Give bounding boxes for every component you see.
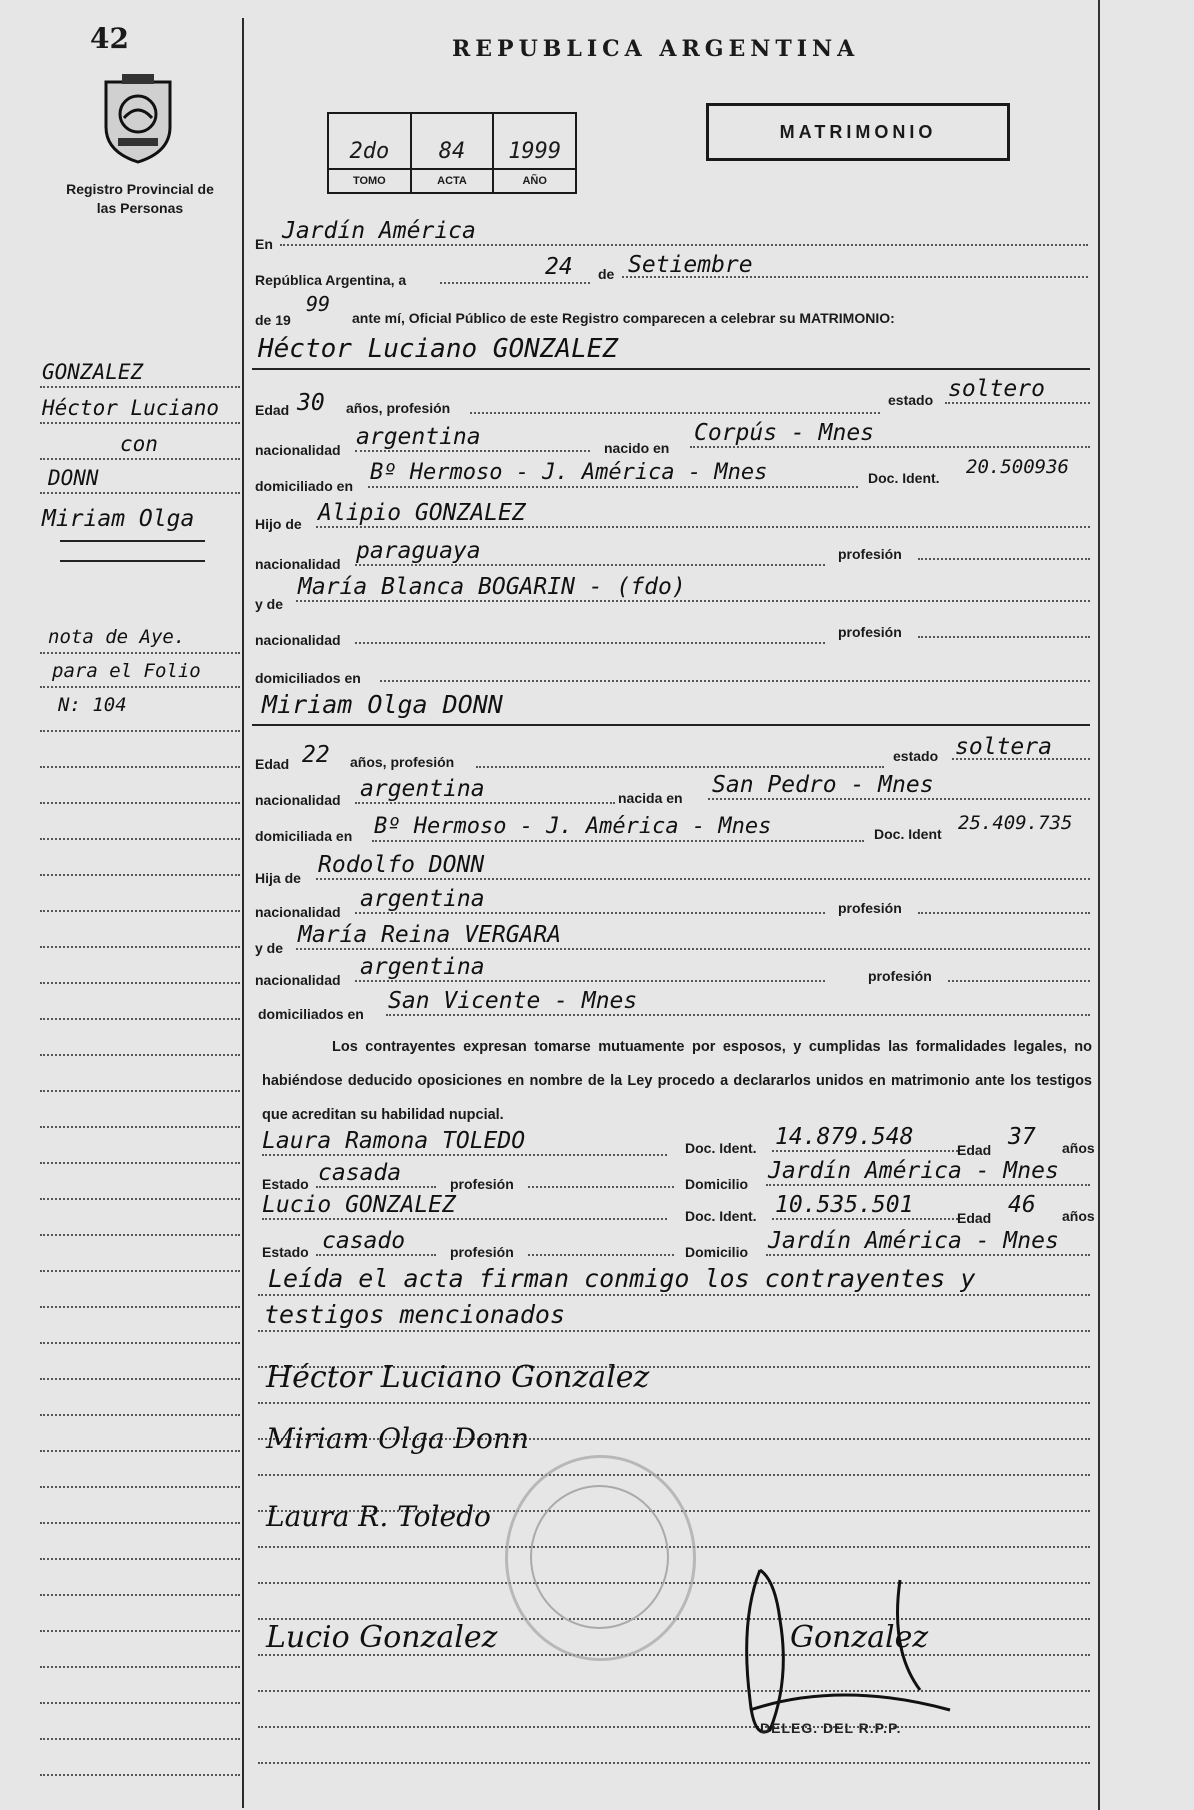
witness1-dom-label: Domicilio xyxy=(685,1176,749,1192)
bride-father: Rodolfo DONN xyxy=(318,852,485,878)
country-title: REPUBLICA ARGENTINA xyxy=(452,36,860,62)
margin-line xyxy=(40,1126,240,1128)
acta-label: ACTA xyxy=(412,168,493,192)
witness1-doc: 14.879.548 xyxy=(775,1124,914,1150)
margin-line xyxy=(40,1486,240,1488)
witness2-anos-label: años xyxy=(1062,1208,1095,1224)
bride-birthplace: San Pedro - Mnes xyxy=(712,772,934,798)
bride-father-nac: argentina xyxy=(360,886,485,912)
margin-line xyxy=(40,1666,240,1668)
witness2-doc-label: Doc. Ident. xyxy=(685,1208,757,1224)
witness1-domicilio: Jardín América - Mnes xyxy=(768,1158,1059,1184)
groom-doc: 20.500936 xyxy=(966,456,1069,478)
witness2-edad-label: Edad xyxy=(957,1210,992,1226)
groom-signature: Héctor Luciano Gonzalez xyxy=(266,1360,650,1395)
ano-label: AÑO xyxy=(494,168,575,192)
bride-full-name: Miriam Olga DONN xyxy=(262,690,503,719)
bride-mother-nac-line xyxy=(355,980,825,982)
margin-line xyxy=(40,458,240,460)
day-value: 24 xyxy=(545,254,573,280)
bride-anos-prof-label: años, profesión xyxy=(350,754,455,770)
witness1-edad: 37 xyxy=(1008,1124,1036,1150)
closing-line1-rule xyxy=(258,1294,1090,1296)
margin-line xyxy=(40,1054,240,1056)
groom-prof-line xyxy=(470,412,880,414)
bride-mother: María Reina VERGARA xyxy=(298,922,562,948)
acta-value: 84 xyxy=(438,139,466,164)
witness2-signature: Lucio Gonzalez xyxy=(266,1620,498,1655)
en-label: En xyxy=(255,236,273,252)
margin-line xyxy=(40,1378,240,1380)
record-type-box xyxy=(706,103,1010,161)
margin-groom-surname: GONZALEZ xyxy=(42,360,144,384)
witness2-dom-line xyxy=(766,1254,1090,1256)
bride-nac-line xyxy=(355,802,615,804)
bride-parents-dom: San Vicente - Mnes xyxy=(388,988,638,1014)
record-type: MATRIMONIO xyxy=(779,121,937,142)
signature-rule xyxy=(258,1474,1090,1476)
margin-bride-surname: DONN xyxy=(48,466,99,490)
margin-line xyxy=(40,1162,240,1164)
witness1-estado-line xyxy=(316,1186,436,1188)
groom-dom-label: domiciliado en xyxy=(255,478,354,494)
groom-estado: soltero xyxy=(948,376,1045,402)
witness2-dom-label: Domicilio xyxy=(685,1244,749,1260)
groom-mother-prof-label: profesión xyxy=(838,624,902,640)
bride-mother-prof-line xyxy=(948,980,1090,982)
declaration-text: Los contrayentes expresan tomarse mutuamente por esposos, y cumplidas las formalidades legales, no habiéndose deducido oposiciones en nombre de la Ley procedo a declararlos unidos en matrimonio ante los testigos que acreditan su habilidad nupcial. xyxy=(262,1039,1092,1123)
witness1-name-line xyxy=(262,1154,667,1156)
bride-mother-line xyxy=(296,948,1090,950)
bride-estado-label: estado xyxy=(893,748,939,764)
witness1-prof-line xyxy=(528,1186,674,1188)
signature-rule xyxy=(258,1402,1090,1404)
bride-mother-nac-label: nacionalidad xyxy=(255,972,341,988)
groom-estado-label: estado xyxy=(888,392,934,408)
margin-line xyxy=(40,946,240,948)
margin-line xyxy=(40,492,240,494)
bride-estado: soltera xyxy=(955,734,1052,760)
bride-mother-nac: argentina xyxy=(360,954,485,980)
groom-father-nac-label: nacionalidad xyxy=(255,556,341,572)
groom-mother-nac-line xyxy=(355,642,825,644)
groom-anos-prof-label: años, profesión xyxy=(346,400,451,416)
groom-mother-line xyxy=(296,600,1090,602)
tomo-acta-ano-box xyxy=(327,112,577,194)
bride-birthplace-line xyxy=(708,798,1090,800)
groom-full-name: Héctor Luciano GONZALEZ xyxy=(258,334,619,364)
groom-name-line xyxy=(252,368,1090,370)
witness2-estado: casado xyxy=(322,1228,406,1254)
groom-doc-label: Doc. Ident. xyxy=(868,470,940,486)
witness2-estado-label: Estado xyxy=(262,1244,309,1260)
bride-father-line xyxy=(316,878,1090,880)
tomo-cell xyxy=(329,114,412,192)
bride-parents-dom-label: domiciliados en xyxy=(258,1006,364,1022)
witness2-doc: 10.535.501 xyxy=(775,1192,914,1218)
groom-edad: 30 xyxy=(297,390,325,416)
year-prefix: de 19 xyxy=(255,312,291,328)
bride-yde-label: y de xyxy=(255,940,284,956)
bride-nac-label: nacionalidad xyxy=(255,792,341,808)
bride-dom-line xyxy=(372,840,864,842)
bride-nacida-label: nacida en xyxy=(618,790,683,806)
witness1-edad-label: Edad xyxy=(957,1142,992,1158)
registry-name: Registro Provincial de las Personas xyxy=(66,181,214,216)
witness1-name: Laura Ramona TOLEDO xyxy=(262,1128,526,1154)
groom-yde-label: y de xyxy=(255,596,284,612)
margin-line xyxy=(40,1702,240,1704)
margin-line xyxy=(40,1738,240,1740)
tomo-value: 2do xyxy=(349,139,390,164)
bride-name-line xyxy=(252,724,1090,726)
margin-line xyxy=(40,982,240,984)
bride-father-nac-label: nacionalidad xyxy=(255,904,341,920)
margin-line xyxy=(40,766,240,768)
groom-father-nac: paraguaya xyxy=(356,538,481,564)
witness2-edad: 46 xyxy=(1008,1192,1036,1218)
bride-father-nac-line xyxy=(355,912,825,914)
witness1-estado-label: Estado xyxy=(262,1176,309,1192)
margin-line xyxy=(40,686,240,688)
closing-line1: Leída el acta firman conmigo los contrayentes y xyxy=(268,1264,976,1293)
margin-underline xyxy=(60,560,205,562)
groom-mother-prof-line xyxy=(918,636,1090,638)
margin-groom-names: Héctor Luciano xyxy=(42,396,220,420)
groom-father-prof-line xyxy=(918,558,1090,560)
bride-nacionalidad: argentina xyxy=(360,776,485,802)
margin-line xyxy=(40,1090,240,1092)
groom-estado-line xyxy=(945,402,1090,404)
groom-birthplace: Corpús - Mnes xyxy=(694,420,875,446)
margin-line xyxy=(40,910,240,912)
witness2-doc-line xyxy=(772,1218,958,1220)
witness2-name: Lucio GONZALEZ xyxy=(262,1192,456,1218)
groom-nac-label: nacionalidad xyxy=(255,442,341,458)
witness2-estado-line xyxy=(316,1254,436,1256)
margin-line xyxy=(40,1234,240,1236)
bride-father-prof-label: profesión xyxy=(838,900,902,916)
ante-text: ante mí, Oficial Público de este Registro comparecen a celebrar su MATRIMONIO: xyxy=(352,310,895,326)
ano-cell xyxy=(494,114,575,192)
folio-number: 42 xyxy=(90,22,129,55)
witness1-dom-line xyxy=(766,1184,1090,1186)
republica-label: República Argentina, a xyxy=(255,272,407,288)
month-line xyxy=(622,276,1088,278)
month-value: Setiembre xyxy=(628,252,753,278)
margin-line xyxy=(40,1774,240,1776)
groom-edad-label: Edad xyxy=(255,402,290,418)
margin-line xyxy=(40,1198,240,1200)
margin-underline xyxy=(60,540,205,542)
groom-parents-dom-label: domiciliados en xyxy=(255,670,361,686)
bride-edad-label: Edad xyxy=(255,756,290,772)
bride-doc: 25.409.735 xyxy=(958,812,1073,834)
groom-mother: María Blanca BOGARIN - (fdo) xyxy=(298,574,686,600)
margin-line xyxy=(40,1270,240,1272)
groom-parents-dom-line xyxy=(380,680,1090,682)
margin-line xyxy=(40,422,240,424)
witness1-signature: Laura R. Toledo xyxy=(266,1500,491,1533)
groom-father-prof-label: profesión xyxy=(838,546,902,562)
bride-mother-prof-label: profesión xyxy=(868,968,932,984)
groom-father: Alipio GONZALEZ xyxy=(318,500,526,526)
bride-domicilio: Bº Hermoso - J. América - Mnes xyxy=(374,814,772,839)
margin-line xyxy=(40,802,240,804)
bride-doc-label: Doc. Ident xyxy=(874,826,942,842)
margin-line xyxy=(40,1342,240,1344)
bride-estado-line xyxy=(952,758,1090,760)
bride-father-prof-line xyxy=(918,912,1090,914)
witness1-estado: casada xyxy=(318,1160,402,1186)
margin-line xyxy=(40,1450,240,1452)
year-suffix: 99 xyxy=(306,292,331,316)
margin-line xyxy=(40,1558,240,1560)
margin-bride-names: Miriam Olga xyxy=(42,506,195,532)
margin-line xyxy=(40,1306,240,1308)
witness2-prof-label: profesión xyxy=(450,1244,514,1260)
groom-mother-nac-label: nacionalidad xyxy=(255,632,341,648)
margin-conjunction: con xyxy=(120,432,158,456)
right-border xyxy=(1098,0,1100,1810)
bride-parents-dom-line xyxy=(386,1014,1090,1016)
margin-line xyxy=(40,1414,240,1416)
groom-father-line xyxy=(316,526,1090,528)
witness2-prof-line xyxy=(528,1254,674,1256)
margin-note-line1: nota de Aye. xyxy=(48,626,186,648)
bride-signature: Miriam Olga Donn xyxy=(266,1422,529,1455)
place-line xyxy=(280,244,1088,246)
witness2-name-line xyxy=(262,1218,667,1220)
margin-note-line2: para el Folio xyxy=(52,660,201,682)
margin-line xyxy=(40,1630,240,1632)
officer-stamp-text: DELEG. DEL R.P.P. xyxy=(760,1720,902,1736)
groom-nacionalidad: argentina xyxy=(356,424,481,450)
tomo-label: TOMO xyxy=(329,168,410,192)
place-value: Jardín América xyxy=(282,218,476,244)
margin-divider xyxy=(242,18,244,1808)
bride-dom-label: domiciliada en xyxy=(255,828,353,844)
margin-line xyxy=(40,1018,240,1020)
official-seal-inner-icon xyxy=(530,1485,669,1629)
signature-rule xyxy=(258,1762,1090,1764)
bride-hija-label: Hija de xyxy=(255,870,301,886)
witness1-doc-label: Doc. Ident. xyxy=(685,1140,757,1156)
margin-note-line3: N: 104 xyxy=(58,694,127,716)
witness1-doc-line xyxy=(772,1150,958,1152)
witness2-domicilio: Jardín América - Mnes xyxy=(768,1228,1059,1254)
groom-nacido-label: nacido en xyxy=(604,440,670,456)
margin-line xyxy=(40,1594,240,1596)
closing-line2-rule xyxy=(258,1330,1090,1332)
ano-value: 1999 xyxy=(508,139,562,164)
margin-line xyxy=(40,652,240,654)
witness1-prof-label: profesión xyxy=(450,1176,514,1192)
closing-line2: testigos mencionados xyxy=(264,1300,566,1329)
witness1-anos-label: años xyxy=(1062,1140,1095,1156)
bride-edad: 22 xyxy=(302,742,330,768)
groom-birthplace-line xyxy=(690,446,1090,448)
acta-cell xyxy=(412,114,495,192)
groom-domicilio: Bº Hermoso - J. América - Mnes xyxy=(370,460,768,485)
margin-line xyxy=(40,386,240,388)
groom-nac-line xyxy=(355,450,590,452)
margin-line xyxy=(40,1522,240,1524)
day-line-left xyxy=(440,282,590,284)
province-coat-of-arms-icon xyxy=(98,72,178,164)
de-label: de xyxy=(598,266,615,282)
groom-hijo-label: Hijo de xyxy=(255,516,302,532)
groom-father-nac-line xyxy=(355,564,825,566)
margin-line xyxy=(40,730,240,732)
officer-signature: Gonzalez xyxy=(790,1620,929,1655)
margin-line xyxy=(40,838,240,840)
bride-prof-line xyxy=(476,766,884,768)
groom-dom-line xyxy=(368,486,858,488)
margin-line xyxy=(40,874,240,876)
